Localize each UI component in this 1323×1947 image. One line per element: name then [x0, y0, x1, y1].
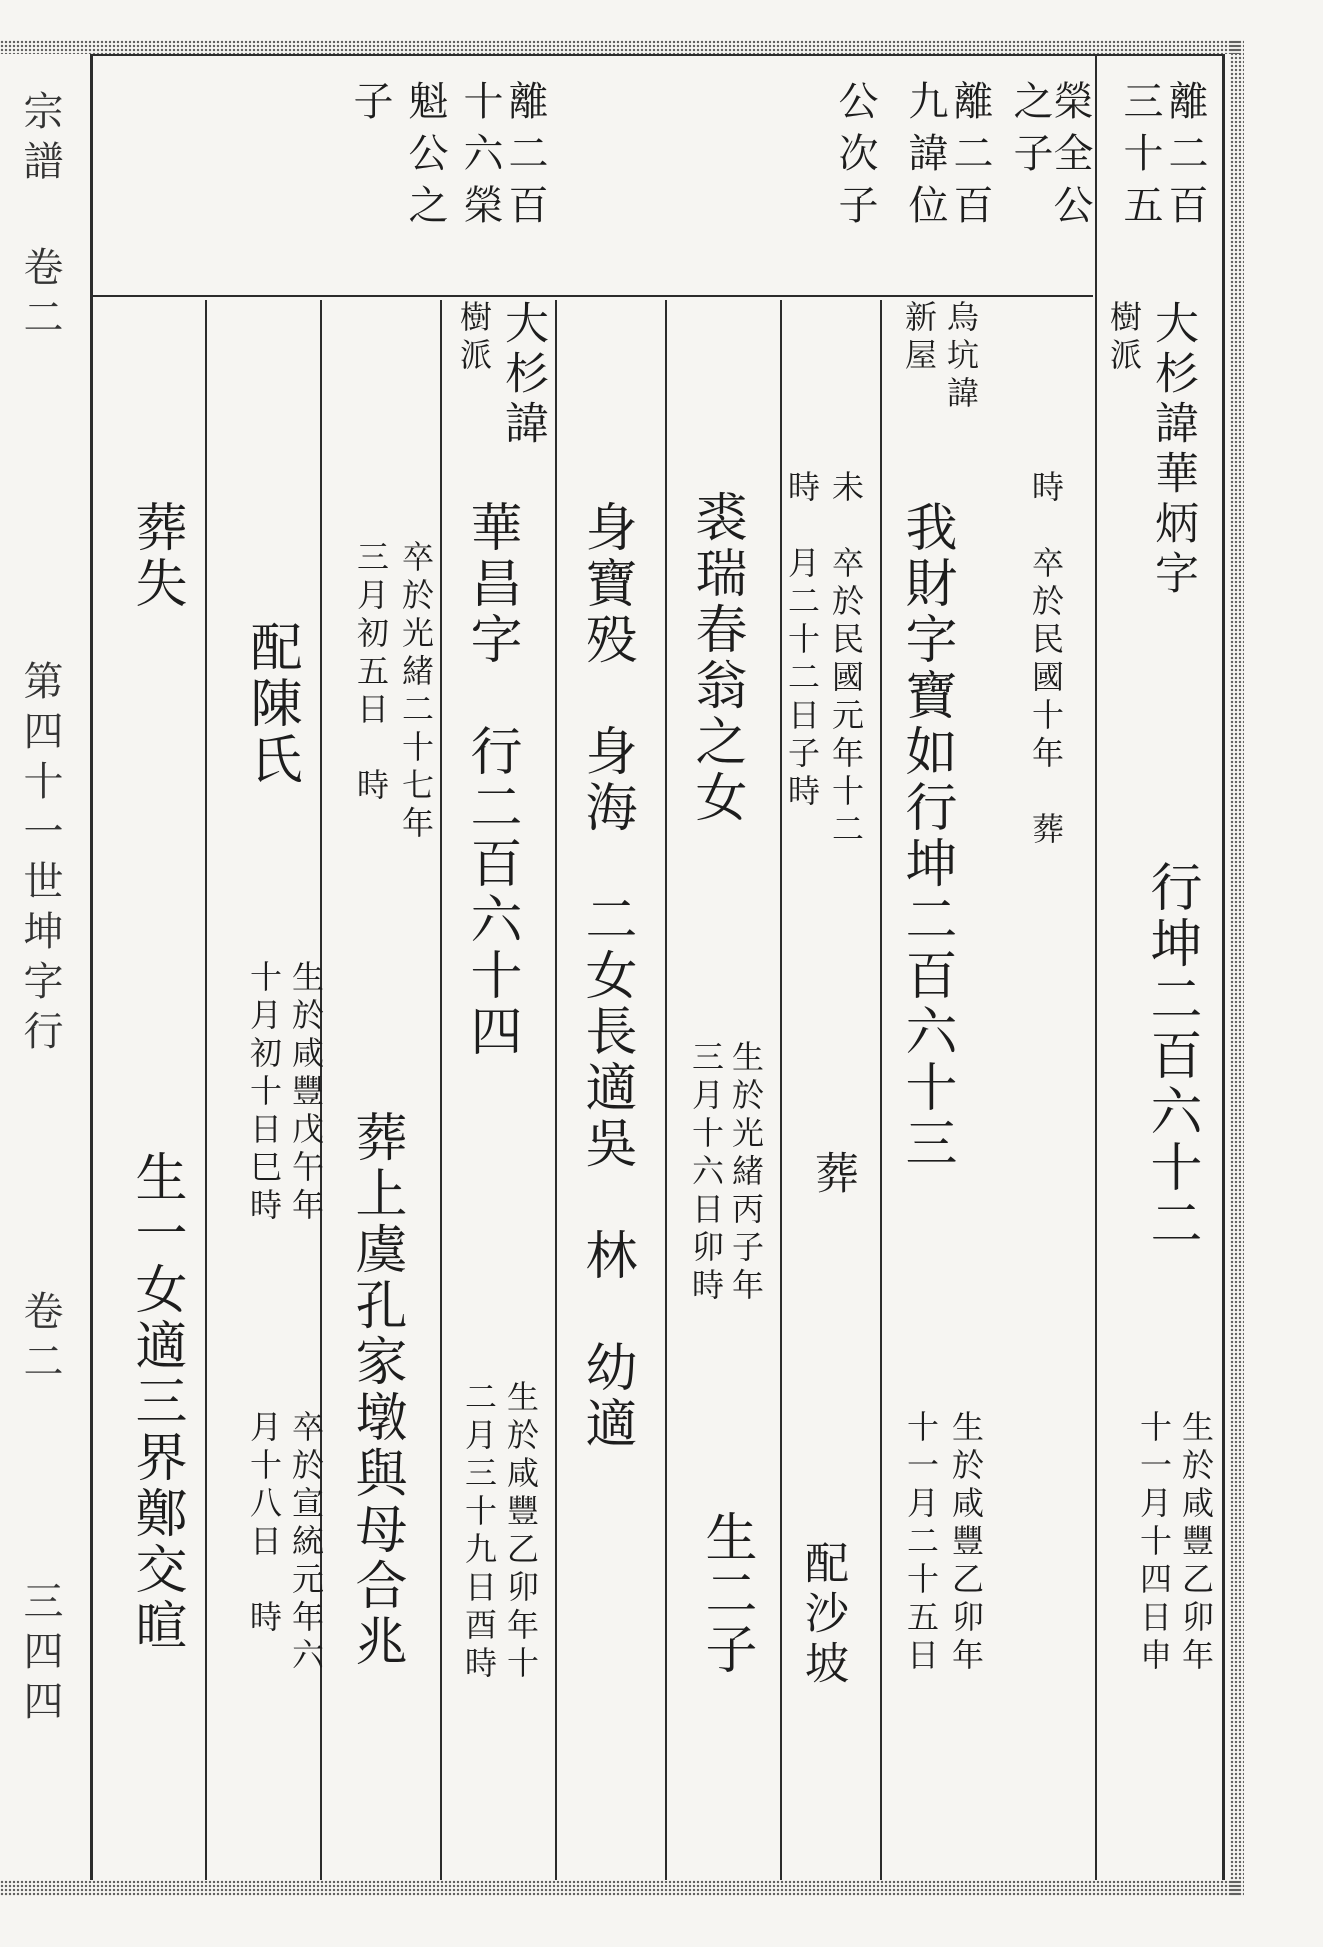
entry-spouse-birth: 十月初十日巳時: [245, 960, 283, 1226]
entry-birth: 生於咸豐乙卯年十: [502, 1380, 540, 1684]
entry-birth: 二月三十九日酉時: [460, 1380, 498, 1684]
entry-birth: 生於咸豐乙卯年: [1177, 1410, 1215, 1676]
entry-branch: 樹派: [455, 300, 493, 376]
margin-title: 宗譜 卷二: [17, 90, 63, 346]
entry-children: 身寶殁 身海 二女長適吳 林 幼適: [576, 500, 636, 1452]
right-border: [1230, 40, 1244, 1896]
column-rule: [555, 300, 557, 1880]
entry-branch: 烏坑諱: [942, 300, 980, 414]
margin-page-mark: 三四四: [17, 1580, 63, 1730]
bottom-border: [0, 1880, 1240, 1896]
column-rule: [880, 300, 882, 1880]
entry-name: 我財字寶如行坤二百六十三: [896, 500, 956, 1172]
margin-folio: 卷二: [17, 1290, 63, 1390]
entry-spouse-death: 卒於宣統元年六: [287, 1410, 325, 1676]
header-entry-col: 離二百: [947, 80, 993, 236]
entry-spouse-father: 裘瑞春翁之女: [686, 490, 746, 826]
spine-rule: [90, 54, 93, 1880]
entry-burial: 葬上虞孔家墩與母合兆: [346, 1110, 406, 1670]
entry-death: 時 卒於民國十年 葬: [1027, 470, 1065, 850]
header-entry-col: 子: [347, 80, 393, 132]
entry-birth: 十一月十四日申: [1135, 1410, 1173, 1676]
header-entry-col: 離二百: [502, 80, 548, 236]
entry-issue: 生一女適三界鄭交暄: [126, 1150, 186, 1654]
entry-burial: 葬: [807, 1150, 858, 1200]
entry-name: 華昌字 行二百六十四: [461, 500, 521, 1060]
header-entry-col: 十六榮: [457, 80, 503, 236]
column-rule: [440, 300, 442, 1880]
entry-birth: 生於咸豐乙卯年: [947, 1410, 985, 1676]
entry-spouse: 配陳氏: [241, 620, 301, 788]
entry-rank: 行坤二百六十二: [1141, 860, 1201, 1252]
entry-issue: 生二子: [696, 1510, 756, 1678]
entry-death: 未 卒於民國元年十二: [827, 470, 865, 850]
header-entry-col: 榮全公: [1047, 80, 1093, 236]
header-entry-col: 公次子: [832, 80, 878, 236]
entry-spouse-birth: 生於咸豐戊午年: [287, 960, 325, 1226]
entry-spouse-birth: 生於光緒丙子年: [727, 1040, 765, 1306]
entry-spouse-birth: 三月十六日卯時: [687, 1040, 725, 1306]
header-entry-col: 魁公之: [402, 80, 448, 236]
entry-birth: 十一月二十五日: [902, 1410, 940, 1676]
entry-spouse: 配沙坡: [797, 1540, 848, 1690]
inner-right-rule: [1222, 54, 1225, 1880]
entry-death: 卒於光緒二十七年: [397, 540, 435, 844]
entry-death: 三月初五日 時: [352, 540, 390, 806]
column-rule: [665, 300, 667, 1880]
header-entry-col: 離二百: [1162, 80, 1208, 236]
header-entry-col: 九諱位: [902, 80, 948, 236]
margin-generation: 第四十一世坤字行: [17, 660, 63, 1060]
header-entry-col: 三十五: [1117, 80, 1163, 236]
entry-branch: 大杉諱: [497, 300, 548, 450]
entry-death: 時 月二十二日子時: [783, 470, 821, 812]
header-divider-top: [93, 54, 1222, 56]
top-border: [0, 40, 1240, 54]
entry-spouse-death: 月十八日 時: [245, 1410, 283, 1638]
header-divider: [93, 295, 1093, 297]
entry-branch: 新屋: [900, 300, 938, 376]
column-rule: [1095, 56, 1097, 1880]
column-rule: [780, 300, 782, 1880]
column-rule: [205, 300, 207, 1880]
entry-branch: 樹派: [1105, 300, 1143, 376]
entry-branch: 大杉諱華炳字: [1147, 300, 1198, 600]
entry-spouse-burial: 葬失: [126, 500, 186, 612]
header-entry-col: 之子: [1007, 80, 1053, 184]
